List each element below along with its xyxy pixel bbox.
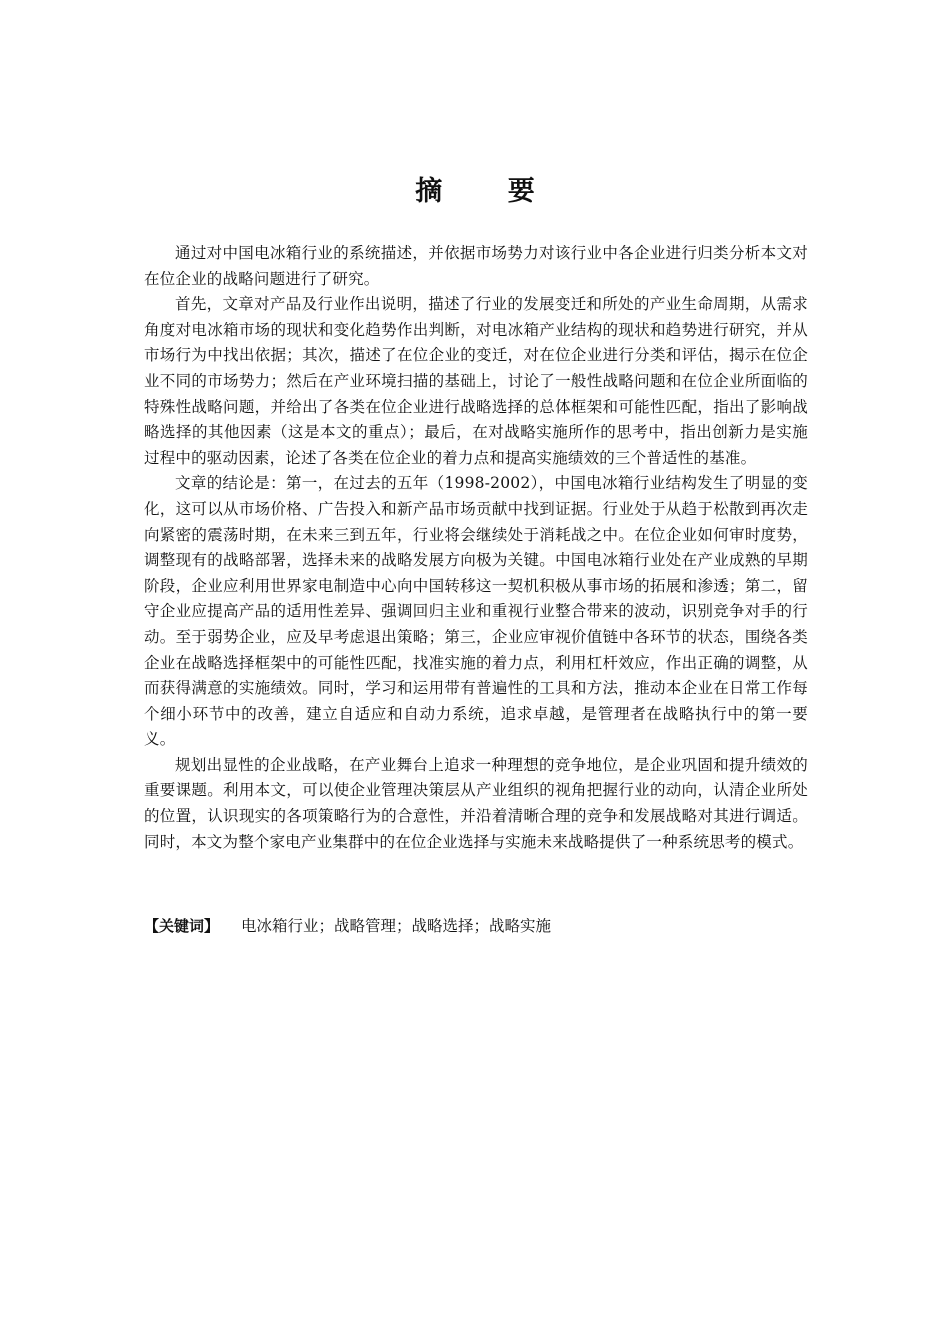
keywords-line (144, 913, 808, 939)
abstract-paragraph-4: 规划出显性的企业战略，在产业舞台上追求一种理想的竞争地位，是企业巩固和提升绩效的重要课题。利用本文，可以使企业管理决策层从产业组织的视角把握行业的动向，认清企业所处的位置，认识现实的各项策略行为的合意性，并沿着清晰合理的竞争和发展战略对其进行调适。同时，本文为整个家电产业集群中的在位企业选择与实施未来战略提供了一种系统思考的模式。 (144, 755, 808, 851)
page-title: 摘 要 (415, 176, 563, 207)
abstract-paragraph-3: 文章的结论是：第一，在过去的五年（1998-2002），中国电冰箱行业结构发生了明显的变化，这可以从市场价格、广告投入和新产品市场贡献中找到证据。行业处于从趋于松散到再次走向紧密的震荡时期，在未来三到五年，行业将会继续处于消耗战之中。在位企业如何审时度势，调整现有的战略部署，选择未来的战略发展方向极为关键。中国电冰箱行业处在产业成熟的早期阶段，企业应利用世界家电制造中心向中国转移这一契机积极从事市场的拓展和渗透；第二，留守企业应提高产品的适用性差异、强调回归主业和重视行业整合带来的波动，识别竞争对手的行动。至于弱势企业，应及早考虑退出策略；第三，企业应审视价值链中各环节的状态，围绕各类企业在战略选择框架中的可能性匹配，找准实施的着力点，利用杠杆效应，作出正确的调整，从而获得满意的实施绩效。同时，学习和运用带有普遍性的工具和方法，推动本企业在日常工作每个细小环节中的改善，建立自适应和自动力系统，追求卓越，是管理者在战略执行中的第一要义。 (144, 474, 808, 749)
abstract-body (144, 241, 808, 855)
keywords-label: 【关键词】 (144, 917, 220, 935)
abstract-paragraph-2: 首先，文章对产品及行业作出说明，描述了行业的发展变迁和所处的产业生命周期，从需求角度对电冰箱市场的现状和变化趋势作出判断，对电冰箱产业结构的现状和趋势进行研究，并从市场行为中找出依据；其次，描述了在位企业的变迁，对在位企业进行分类和评估，揭示在位企业不同的市场势力；然后在产业环境扫描的基础上，讨论了一般性战略问题和在位企业所面临的特殊性战略问题，并给出了各类在位企业进行战略选择的总体框架和可能性匹配，指出了影响战略选择的其他因素（这是本文的重点）；最后，在对战略实施所作的思考中，指出创新力是实施过程中的驱动因素，论述了各类在位企业的着力点和提高实施绩效的三个普适性的基准。 (144, 295, 808, 467)
keywords-value: 电冰箱行业；战略管理；战略选择；战略实施 (241, 917, 552, 935)
abstract-paragraph-1: 通过对中国电冰箱行业的系统描述，并依据市场势力对该行业中各企业进行归类分析本文对在位企业的战略问题进行了研究。 (144, 244, 808, 288)
